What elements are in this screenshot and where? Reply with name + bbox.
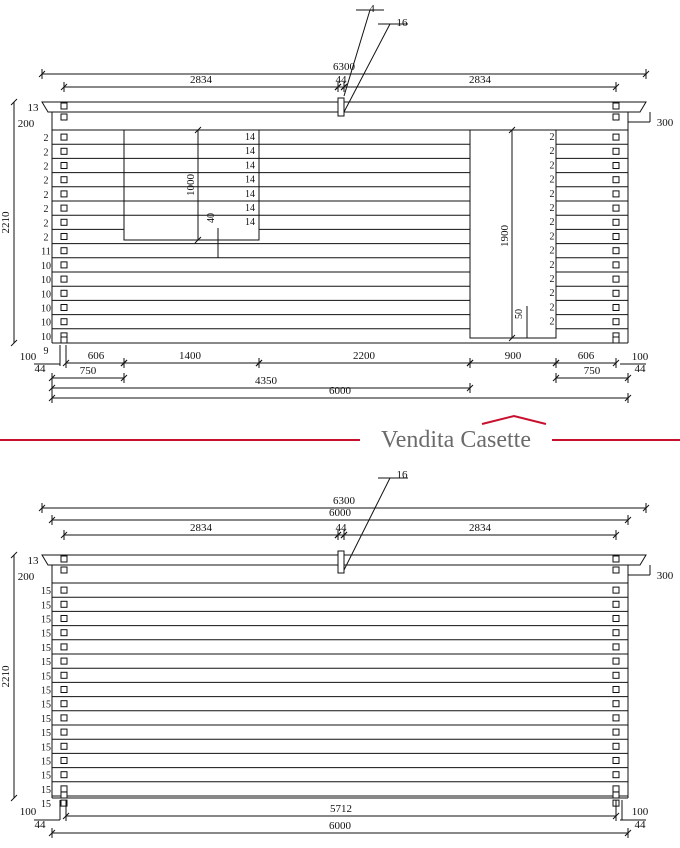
segment-left-dim-label: 2834 (190, 74, 212, 86)
door-row-label: 2 (549, 302, 555, 314)
log-notch (613, 191, 619, 197)
wall-height-dim-label: 2210 (0, 211, 12, 234)
inner-width-dim-label: 6000 (329, 507, 351, 519)
dim-5712-label: 5712 (330, 803, 352, 815)
rear-elevation-view (0, 469, 674, 838)
log-notch (61, 758, 67, 764)
row-count-label: 2 (43, 175, 49, 187)
row-count-label: 15 (41, 586, 51, 598)
log-notch (613, 148, 619, 154)
log-notch (613, 701, 619, 707)
window-height-dim-label: 1000 (185, 174, 197, 196)
row-count-label: 15 (41, 784, 51, 796)
dim-4350-label: 4350 (255, 375, 277, 387)
log-notch (61, 630, 67, 636)
row-second-label: 200 (17, 571, 35, 583)
log-notch (613, 262, 619, 268)
log-notch (613, 305, 619, 311)
row-count-label: 10 (41, 303, 51, 315)
row-second-label: 200 (17, 118, 35, 130)
door-row-label: 2 (549, 146, 555, 158)
overhang-label: 300 (656, 117, 674, 129)
dim-100-left: 100 (19, 351, 37, 363)
log-notch (61, 687, 67, 693)
callout-16-rear-label: 16 (396, 469, 408, 481)
row-count-label: 15 (41, 728, 51, 740)
window-row-label: 14 (245, 203, 255, 214)
row-count-label: 15 (41, 713, 51, 725)
dim-44-right: 44 (634, 363, 646, 375)
door-row-label: 2 (549, 160, 555, 172)
log-notch (61, 219, 67, 225)
log-notch (613, 114, 619, 120)
overall-width-dim-label: 6300 (333, 61, 355, 73)
door-row-label: 2 (549, 316, 555, 328)
log-notch (613, 772, 619, 778)
log-notch (61, 148, 67, 154)
door-opening (470, 130, 556, 338)
dim-2200-label: 2200 (353, 350, 375, 362)
log-notch (613, 134, 619, 140)
log-notch (61, 772, 67, 778)
door-row-label: 2 (549, 288, 555, 300)
center-joint-marker (338, 551, 344, 573)
window-sill-label: 40 (206, 213, 217, 223)
window-row-label: 14 (245, 160, 255, 172)
dim-750-left-label: 750 (79, 365, 97, 377)
log-notch (61, 337, 67, 343)
row-count-label: 15 (41, 600, 51, 612)
window-row-label: 14 (245, 132, 255, 143)
dim-900-label: 900 (504, 350, 522, 362)
row-count-label: 15 (41, 699, 51, 711)
log-notch (61, 205, 67, 211)
dim-44-right-rear: 44 (634, 819, 646, 831)
dim-606-right-label: 606 (577, 350, 595, 362)
log-notch (613, 319, 619, 325)
log-notch (613, 715, 619, 721)
log-notch (61, 191, 67, 197)
row-count-label: 10 (41, 275, 51, 287)
row-count-label: 15 (41, 642, 51, 654)
callout-leader-4 (344, 10, 370, 96)
log-notch (613, 601, 619, 607)
log-notch (613, 687, 619, 693)
log-notch (613, 337, 619, 343)
log-notch (61, 248, 67, 254)
door-row-label: 2 (549, 132, 555, 143)
dim-750-right-label: 750 (583, 365, 601, 377)
log-notch (613, 672, 619, 678)
log-notch (61, 163, 67, 169)
log-notch (61, 786, 67, 792)
brand-name: Vendita Casette (381, 427, 531, 453)
door-height-dim-label: 1900 (499, 225, 511, 247)
log-notch (613, 658, 619, 664)
dim-44-left-rear: 44 (34, 819, 46, 831)
log-notch (61, 103, 67, 109)
dim-100-left-rear: 100 (19, 806, 37, 818)
overhang-label: 300 (656, 570, 674, 582)
row-count-label: 10 (41, 260, 51, 272)
window-row-label: 14 (245, 217, 255, 229)
log-notch (613, 248, 619, 254)
row-count-label: 15 (41, 756, 51, 768)
wall-height-dim-label: 2210 (0, 665, 12, 688)
log-notch (613, 644, 619, 650)
segment-mid-dim-label: 44 (335, 522, 347, 534)
log-notch (61, 134, 67, 140)
row-count-label: 9 (43, 346, 49, 358)
brand-divider (0, 416, 680, 453)
callout-16-label: 16 (396, 17, 408, 29)
dim-1400-label: 1400 (179, 350, 201, 362)
row-count-label: 15 (41, 742, 51, 754)
row-count-label: 15 (41, 628, 51, 640)
row-count-label: 10 (41, 331, 51, 343)
log-notch (61, 672, 67, 678)
row-count-label: 2 (43, 218, 49, 230)
row-count-label: 2 (43, 189, 49, 201)
dim-44-left: 44 (34, 363, 46, 375)
dim-606-left-label: 606 (87, 350, 105, 362)
log-notch (613, 290, 619, 296)
log-notch (61, 262, 67, 268)
log-notch (61, 587, 67, 593)
window-row-label: 14 (245, 188, 255, 200)
log-notch (613, 743, 619, 749)
dim-100-right: 100 (631, 351, 649, 363)
dim-6000-rear-label: 6000 (329, 820, 351, 832)
door-row-label: 2 (549, 174, 555, 186)
row-count-label: 11 (41, 246, 51, 258)
row-count-label: 2 (43, 161, 49, 173)
log-notch (61, 305, 67, 311)
log-notch (613, 556, 619, 562)
log-notch (61, 276, 67, 282)
log-notch (61, 715, 67, 721)
row-top-label: 13 (27, 102, 39, 114)
door-sill-label: 50 (514, 309, 525, 319)
log-notch (61, 701, 67, 707)
log-notch (61, 567, 67, 573)
door-row-label: 2 (549, 188, 555, 200)
log-notch (61, 319, 67, 325)
log-notch (61, 601, 67, 607)
door-row-label: 2 (549, 203, 555, 214)
log-notch (613, 103, 619, 109)
log-notch (61, 729, 67, 735)
door-row-label: 2 (549, 259, 555, 271)
log-notch (61, 290, 67, 296)
door-row-label: 2 (549, 217, 555, 229)
log-notch (61, 556, 67, 562)
log-notch (613, 234, 619, 240)
log-notch (61, 658, 67, 664)
house-roof-icon (482, 416, 546, 424)
log-notch (613, 587, 619, 593)
callout-4-label: 4 (369, 3, 375, 15)
center-joint-marker (338, 98, 344, 116)
row-count-label: 10 (41, 317, 51, 329)
log-notch (61, 114, 67, 120)
segment-mid-dim-label: 44 (335, 74, 347, 86)
row-top-label: 13 (27, 555, 39, 567)
log-notch (613, 792, 619, 798)
door-row-label: 2 (549, 231, 555, 243)
dim-6000-label: 6000 (329, 385, 351, 397)
window-row-label: 14 (245, 174, 255, 186)
log-notch (61, 616, 67, 622)
log-notch (61, 792, 67, 798)
row-count-label: 2 (43, 147, 49, 159)
dim-100-right-rear: 100 (631, 806, 649, 818)
row-count-label: 2 (43, 232, 49, 244)
log-notch (61, 644, 67, 650)
log-notch (613, 729, 619, 735)
log-notch (613, 163, 619, 169)
overall-width-dim-label: 6300 (333, 495, 355, 507)
log-notch (61, 743, 67, 749)
row-count-label: 15 (41, 614, 51, 626)
log-notch (61, 177, 67, 183)
row-count-label: 10 (41, 289, 51, 301)
row-count-label: 2 (43, 204, 49, 216)
row-count-label: 2 (43, 133, 49, 145)
front-elevation-view (0, 3, 674, 403)
log-notch (613, 616, 619, 622)
log-notch (613, 276, 619, 282)
row-count-label: 15 (41, 657, 51, 669)
segment-right-dim-label: 2834 (469, 522, 491, 534)
row-count-label: 15 (41, 685, 51, 697)
log-notch (613, 219, 619, 225)
log-notch (613, 630, 619, 636)
log-notch (613, 758, 619, 764)
segment-left-dim-label: 2834 (190, 522, 212, 534)
log-notch (613, 205, 619, 211)
row-count-label: 15 (41, 770, 51, 782)
row-count-label: 15 (41, 799, 51, 811)
log-notch (613, 567, 619, 573)
segment-right-dim-label: 2834 (469, 74, 491, 86)
log-notch (613, 177, 619, 183)
window-row-label: 14 (245, 146, 255, 158)
door-row-label: 2 (549, 274, 555, 285)
log-notch (613, 786, 619, 792)
row-count-label: 15 (41, 671, 51, 683)
door-row-label: 2 (549, 245, 555, 257)
log-notch (61, 234, 67, 240)
